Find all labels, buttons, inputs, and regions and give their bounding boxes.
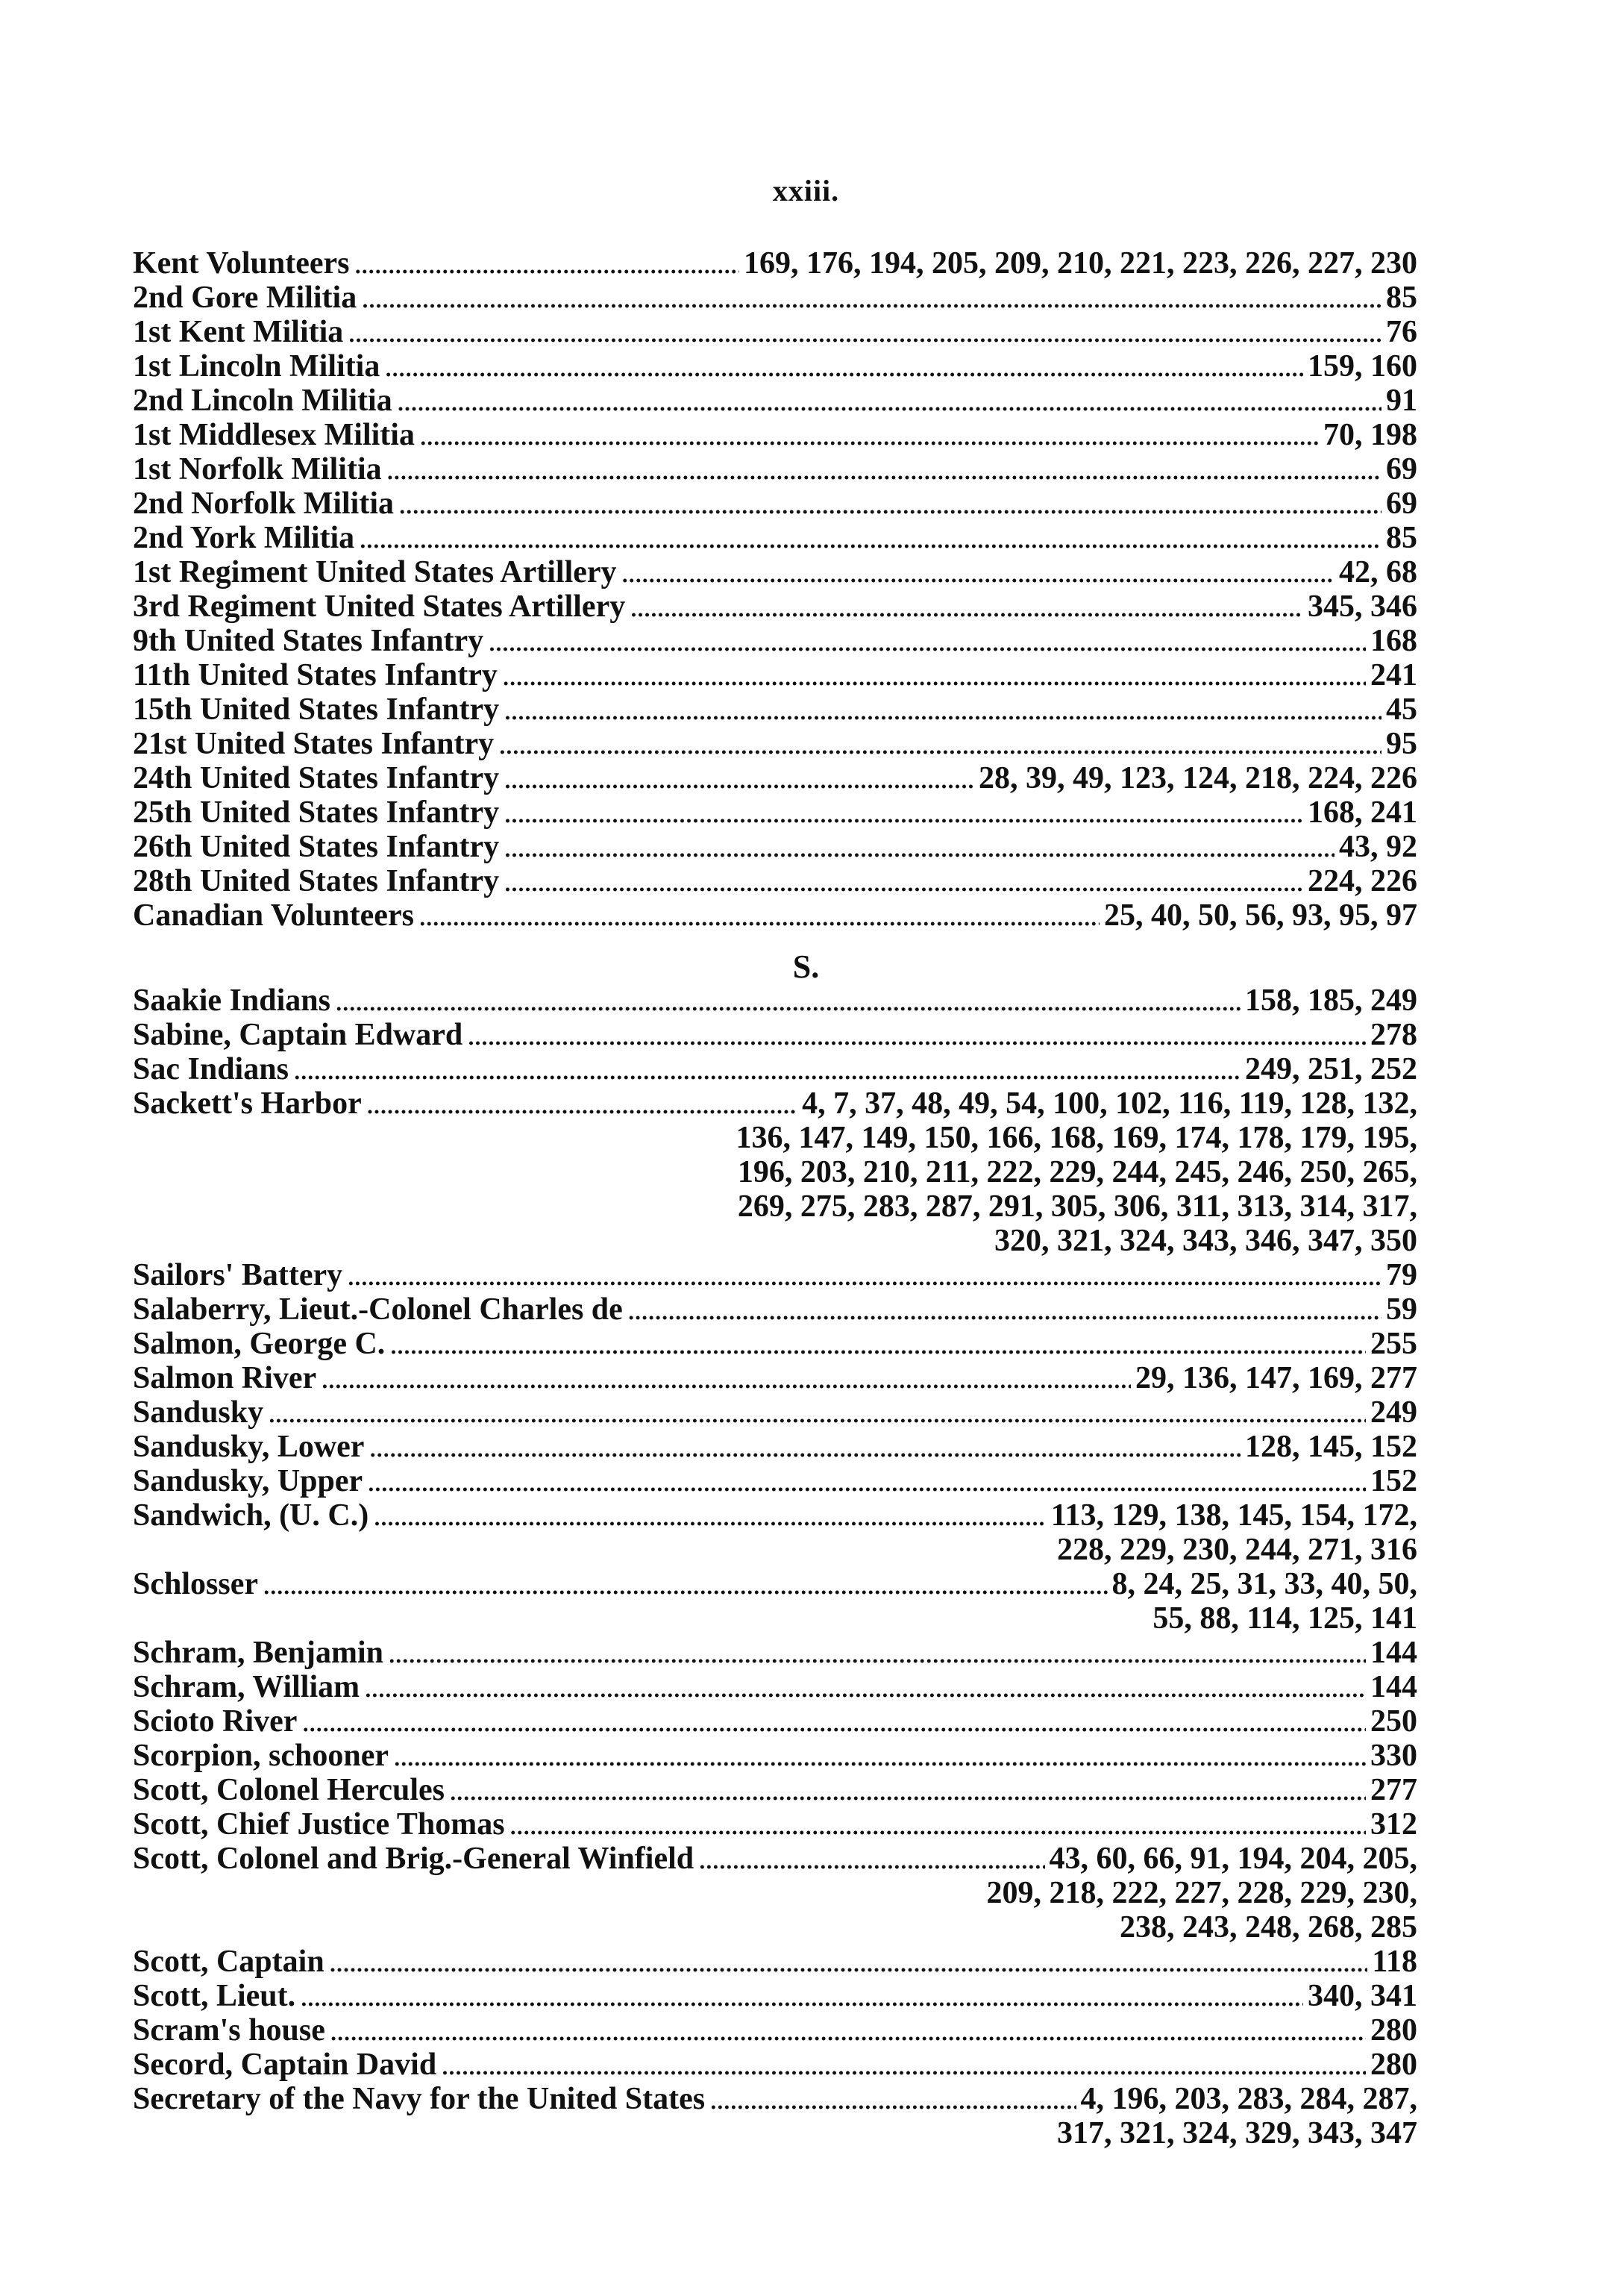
index-term: Saakie Indians [133, 983, 330, 1018]
index-entry-line [133, 1636, 1417, 1670]
index-term: 1st Regiment United States Artillery [133, 555, 617, 589]
dot-leader [347, 1258, 1382, 1292]
index-entry-line [133, 1464, 1417, 1498]
index-entry [133, 1670, 1417, 1704]
index-entry [133, 2048, 1417, 2082]
dot-leader [630, 589, 1303, 624]
index-entry-line [133, 1395, 1417, 1430]
dot-leader [359, 521, 1382, 555]
index-entry-line [133, 349, 1417, 384]
dot-leader [321, 1361, 1131, 1395]
index-term: Scram's house [133, 2013, 325, 2048]
index-term: 25th United States Infantry [133, 795, 500, 830]
index-entry [133, 418, 1417, 452]
index-page-refs: 168, 241 [1308, 795, 1417, 830]
index-entry-line [133, 1292, 1417, 1327]
index-entry [133, 624, 1417, 658]
index-page-refs: 152 [1370, 1464, 1417, 1498]
index-entry [133, 658, 1417, 692]
index-term: 24th United States Infantry [133, 761, 500, 795]
index-entry-line [133, 795, 1417, 830]
index-entry [133, 898, 1417, 933]
index-entry [133, 761, 1417, 795]
index-page-refs: 144 [1370, 1670, 1417, 1704]
index-page-refs-continued: 196, 203, 210, 211, 222, 229, 244, 245, 246, 250, 265, [737, 1155, 1417, 1189]
index-entry-line [133, 452, 1417, 487]
index-term: Salmon River [133, 1361, 317, 1395]
index-entry-line [133, 418, 1417, 452]
index-entry [133, 1086, 1417, 1258]
index-entry [133, 246, 1417, 281]
index-page-refs: 249 [1370, 1395, 1417, 1430]
index-entry [133, 589, 1417, 624]
index-term: 1st Middlesex Militia [133, 418, 415, 452]
index-entry [133, 1292, 1417, 1327]
index-term: 11th United States Infantry [133, 658, 498, 692]
section-letter-heading: S. [792, 948, 820, 985]
index-page-refs-continued: 228, 229, 230, 244, 271, 316 [1057, 1533, 1417, 1567]
index-term: Canadian Volunteers [133, 898, 414, 933]
index-entry [133, 2013, 1417, 2048]
index-entry-line [133, 281, 1417, 315]
index-entry-line [133, 2082, 1417, 2116]
index-entry [133, 1430, 1417, 1464]
index-entry [133, 864, 1417, 898]
index-entry [133, 1945, 1417, 1979]
index-entry-line [133, 1327, 1417, 1361]
index-entry-line [133, 830, 1417, 864]
index-entry-line [133, 898, 1417, 933]
dot-leader [504, 830, 1335, 864]
index-entry-line [133, 384, 1417, 418]
index-entry-line [133, 1430, 1417, 1464]
index-term: 2nd Gore Militia [133, 281, 357, 315]
index-entry-line [133, 521, 1417, 555]
index-entry [133, 1018, 1417, 1052]
index-page-refs: 340, 341 [1308, 1979, 1417, 2013]
index-page-refs: 91 [1386, 384, 1417, 418]
dot-leader [329, 1945, 1368, 1979]
index-entry [133, 349, 1417, 384]
index-entry-line [133, 1979, 1417, 2013]
index-entry-line [133, 1086, 1417, 1121]
index-page-refs: 158, 185, 249 [1245, 983, 1417, 1018]
index-entry [133, 1361, 1417, 1395]
index-page-refs: 25, 40, 50, 56, 93, 95, 97 [1104, 898, 1417, 933]
index-entry [133, 692, 1417, 727]
dot-leader [368, 1430, 1241, 1464]
index-term: Salmon, George C. [133, 1327, 386, 1361]
index-term: Sabine, Captain Edward [133, 1018, 463, 1052]
index-entry [133, 1052, 1417, 1086]
index-entry-line [133, 624, 1417, 658]
index-term: Scott, Captain [133, 1945, 324, 1979]
index-entry [133, 487, 1417, 521]
index-page-refs: 8, 24, 25, 31, 33, 40, 50, [1111, 1567, 1417, 1601]
index-page-refs-continued: 320, 321, 324, 343, 346, 347, 350 [994, 1224, 1417, 1258]
index-term: 1st Norfolk Militia [133, 452, 382, 487]
dot-leader [330, 2013, 1366, 2048]
dot-leader [361, 281, 1382, 315]
index-page-refs: 45 [1386, 692, 1417, 727]
index-entry-line [133, 1842, 1417, 1876]
index-entry-line [133, 2013, 1417, 2048]
dot-leader [366, 1086, 797, 1121]
dot-leader [504, 692, 1382, 727]
index-entry-line [133, 555, 1417, 589]
index-entry-line [133, 246, 1417, 281]
index-entry-line [133, 315, 1417, 349]
dot-leader [627, 1292, 1382, 1327]
index-page-refs: 169, 176, 194, 205, 209, 210, 221, 223, 226, 227, 230 [744, 246, 1417, 281]
dot-leader [300, 1979, 1303, 2013]
index-entry [133, 521, 1417, 555]
index-page-refs: 113, 129, 138, 145, 154, 172, [1050, 1498, 1417, 1533]
index-page-refs: 42, 68 [1339, 555, 1417, 589]
index-page-refs: 59 [1386, 1292, 1417, 1327]
index-page-refs: 85 [1386, 281, 1417, 315]
index-page-refs: 159, 160 [1308, 349, 1417, 384]
index-page-refs-continued: 136, 147, 149, 150, 166, 168, 169, 174, 178, 179, 195, [736, 1121, 1417, 1155]
dot-leader [502, 658, 1366, 692]
dot-leader [263, 1567, 1108, 1601]
index-entry-line [133, 1773, 1417, 1807]
dot-leader [301, 1704, 1366, 1739]
index-page-refs: 4, 7, 37, 48, 49, 54, 100, 102, 116, 119, 128, 132, [802, 1086, 1417, 1121]
index-page-refs: 28, 39, 49, 123, 124, 218, 224, 226 [979, 761, 1417, 795]
dot-leader [509, 1807, 1366, 1842]
index-term: 2nd Norfolk Militia [133, 487, 395, 521]
index-term: Scott, Lieut. [133, 1979, 296, 2013]
index-entry [133, 315, 1417, 349]
index-page-refs: 95 [1386, 727, 1417, 761]
dot-leader [504, 795, 1303, 830]
index-entry [133, 830, 1417, 864]
dot-leader [335, 983, 1241, 1018]
index-entry [133, 1704, 1417, 1739]
index-entry [133, 1842, 1417, 1945]
dot-leader [386, 452, 1382, 487]
index-page-refs: 255 [1370, 1327, 1417, 1361]
index-term: Sandusky, Upper [133, 1464, 363, 1498]
index-term: Sailors' Battery [133, 1258, 343, 1292]
index-term: Schlosser [133, 1567, 258, 1601]
index-term: 2nd York Militia [133, 521, 355, 555]
index-page-refs-continued: 209, 218, 222, 227, 228, 229, 230, [986, 1876, 1417, 1910]
index-term: Scioto River [133, 1704, 298, 1739]
index-term: 28th United States Infantry [133, 864, 500, 898]
index-page-refs: 168 [1370, 624, 1417, 658]
index-entry [133, 1636, 1417, 1670]
index-term: Sandusky [133, 1395, 264, 1430]
index-term: 9th United States Infantry [133, 624, 484, 658]
index-term: Secretary of the Navy for the United States [133, 2082, 706, 2116]
page-number: xxiii. [772, 174, 840, 207]
index-term: Scott, Colonel and Brig.-General Winfield [133, 1842, 694, 1876]
index-entry-line [133, 487, 1417, 521]
index-entry [133, 1567, 1417, 1636]
index-section-militia [133, 246, 1417, 933]
index-page-refs: 224, 226 [1308, 864, 1417, 898]
index-entry-line [133, 658, 1417, 692]
index-page-refs: 278 [1370, 1018, 1417, 1052]
index-term: 26th United States Infantry [133, 830, 500, 864]
dot-leader [397, 384, 1382, 418]
index-entry [133, 1395, 1417, 1430]
dot-leader [388, 1636, 1366, 1670]
index-entry-line [133, 1498, 1417, 1533]
dot-leader [419, 418, 1319, 452]
index-entry-line [133, 727, 1417, 761]
index-entry-line [133, 692, 1417, 727]
index-entry-line [133, 1807, 1417, 1842]
dot-leader [467, 1018, 1366, 1052]
index-entry [133, 1258, 1417, 1292]
index-entry-line [133, 1670, 1417, 1704]
dot-leader [367, 1464, 1366, 1498]
index-page-refs: 249, 251, 252 [1245, 1052, 1417, 1086]
index-term: Salaberry, Lieut.-Colonel Charles de [133, 1292, 623, 1327]
index-term: Scott, Chief Justice Thomas [133, 1807, 505, 1842]
dot-leader [504, 864, 1303, 898]
index-term: Scorpion, schooner [133, 1739, 389, 1773]
index-entry [133, 555, 1417, 589]
index-entry [133, 1498, 1417, 1567]
dot-leader [384, 349, 1303, 384]
index-page-refs: 43, 92 [1339, 830, 1417, 864]
index-term: Schram, William [133, 1670, 360, 1704]
index-term: Secord, Captain David [133, 2048, 437, 2082]
index-entry-line [133, 2048, 1417, 2082]
index-entry-line [133, 1052, 1417, 1086]
index-page-refs: 118 [1372, 1945, 1417, 1979]
index-page-refs: 29, 136, 147, 169, 277 [1135, 1361, 1417, 1395]
index-term: Sac Indians [133, 1052, 289, 1086]
index-entry-line [133, 1361, 1417, 1395]
index-page-refs: 330 [1370, 1739, 1417, 1773]
dot-leader [348, 315, 1382, 349]
index-term: Kent Volunteers [133, 246, 350, 281]
dot-leader [364, 1670, 1366, 1704]
dot-leader [698, 1842, 1044, 1876]
index-entry-line [133, 589, 1417, 624]
dot-leader [504, 761, 974, 795]
index-page-refs: 280 [1370, 2013, 1417, 2048]
dot-leader [398, 487, 1382, 521]
dot-leader [293, 1052, 1241, 1086]
index-entry [133, 384, 1417, 418]
index-page-refs: 280 [1370, 2048, 1417, 2082]
index-page-refs: 241 [1370, 658, 1417, 692]
index-entry [133, 1979, 1417, 2013]
index-entry [133, 1464, 1417, 1498]
index-page-refs: 70, 198 [1323, 418, 1417, 452]
index-page-refs-continued: 269, 275, 283, 287, 291, 305, 306, 311, 313, 314, 317, [737, 1189, 1417, 1224]
index-entry-line [133, 983, 1417, 1018]
index-page-refs-continued: 317, 321, 324, 329, 343, 347 [1057, 2116, 1417, 2150]
index-term: 3rd Regiment United States Artillery [133, 589, 626, 624]
dot-leader [268, 1395, 1366, 1430]
index-page-refs: 312 [1370, 1807, 1417, 1842]
index-term: 1st Lincoln Militia [133, 349, 380, 384]
index-entry-line [133, 864, 1417, 898]
index-term: Scott, Colonel Hercules [133, 1773, 445, 1807]
index-term: 2nd Lincoln Militia [133, 384, 392, 418]
index-page-refs: 4, 196, 203, 283, 284, 287, [1080, 2082, 1417, 2116]
index-page-refs: 69 [1386, 452, 1417, 487]
index-page-refs: 144 [1370, 1636, 1417, 1670]
index-term: 15th United States Infantry [133, 692, 500, 727]
index-page-refs: 76 [1386, 315, 1417, 349]
index-entry-line [133, 1945, 1417, 1979]
index-entry-line [133, 1018, 1417, 1052]
index-entry [133, 1739, 1417, 1773]
index-entry-line [133, 1739, 1417, 1773]
index-page-refs: 128, 145, 152 [1245, 1430, 1417, 1464]
index-term: Sandwich, (U. C.) [133, 1498, 369, 1533]
index-page-refs: 43, 60, 66, 91, 194, 204, 205, [1049, 1842, 1417, 1876]
index-page-refs: 85 [1386, 521, 1417, 555]
index-entry-line [133, 1704, 1417, 1739]
dot-leader [354, 246, 739, 281]
dot-leader [449, 1773, 1366, 1807]
index-term: Sackett's Harbor [133, 1086, 362, 1121]
index-page-refs: 345, 346 [1308, 589, 1417, 624]
index-term: 1st Kent Militia [133, 315, 344, 349]
index-entry [133, 1327, 1417, 1361]
index-term: Sandusky, Lower [133, 1430, 365, 1464]
index-entry [133, 983, 1417, 1018]
index-entry-line [133, 1567, 1417, 1601]
dot-leader [498, 727, 1382, 761]
dot-leader [389, 1327, 1366, 1361]
dot-leader [709, 2082, 1076, 2116]
dot-leader [441, 2048, 1366, 2082]
dot-leader [393, 1739, 1366, 1773]
index-section-s [133, 983, 1417, 2150]
index-page-refs: 79 [1386, 1258, 1417, 1292]
index-page-refs: 277 [1370, 1773, 1417, 1807]
index-entry-line [133, 761, 1417, 795]
index-entry-line [133, 1258, 1417, 1292]
index-entry [133, 795, 1417, 830]
dot-leader [373, 1498, 1047, 1533]
dot-leader [418, 898, 1100, 933]
index-term: 21st United States Infantry [133, 727, 495, 761]
index-entry [133, 281, 1417, 315]
dot-leader [621, 555, 1335, 589]
index-entry [133, 727, 1417, 761]
index-page-refs: 250 [1370, 1704, 1417, 1739]
index-page-refs-continued: 55, 88, 114, 125, 141 [1152, 1601, 1417, 1636]
dot-leader [488, 624, 1366, 658]
index-page-refs: 69 [1386, 487, 1417, 521]
index-entry [133, 1807, 1417, 1842]
index-entry [133, 452, 1417, 487]
index-page-refs-continued: 238, 243, 248, 268, 285 [1120, 1910, 1417, 1945]
index-entry [133, 2082, 1417, 2150]
index-entry [133, 1773, 1417, 1807]
index-term: Schram, Benjamin [133, 1636, 383, 1670]
